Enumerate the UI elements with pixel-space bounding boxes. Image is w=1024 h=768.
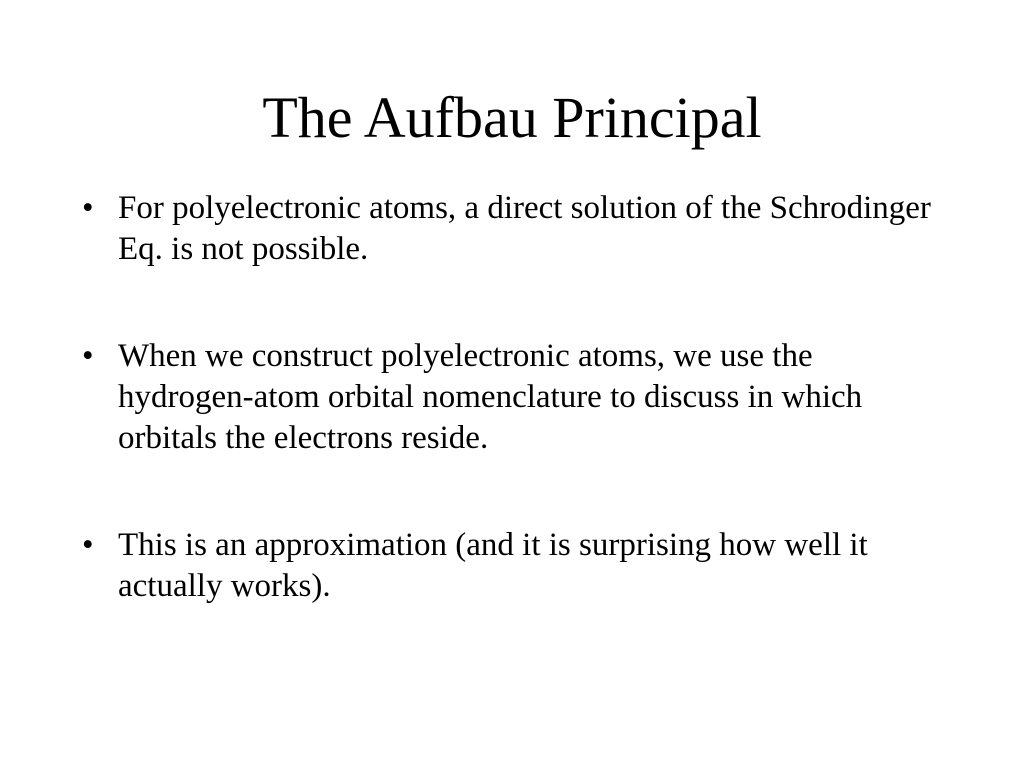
bullet-item [80,188,950,270]
bullet-text: For polyelectronic atoms, a direct solution of the Schrodinger Eq. is not possible. [118,190,931,267]
bullet-text: This is an approximation (and it is surprising how well it actually works). [118,527,868,604]
bullet-icon: • [82,190,94,226]
bullet-icon: • [82,527,94,563]
bullet-text: When we construct polyelectronic atoms, we use the hydrogen-atom orbital nomenclature to discuss in which orbitals the electrons reside. [118,338,863,456]
bullet-item [80,336,950,459]
bullet-icon: • [82,338,94,374]
bullet-list [80,188,950,607]
slide-title: The Aufbau Principal [262,85,762,150]
bullet-item [80,525,950,607]
